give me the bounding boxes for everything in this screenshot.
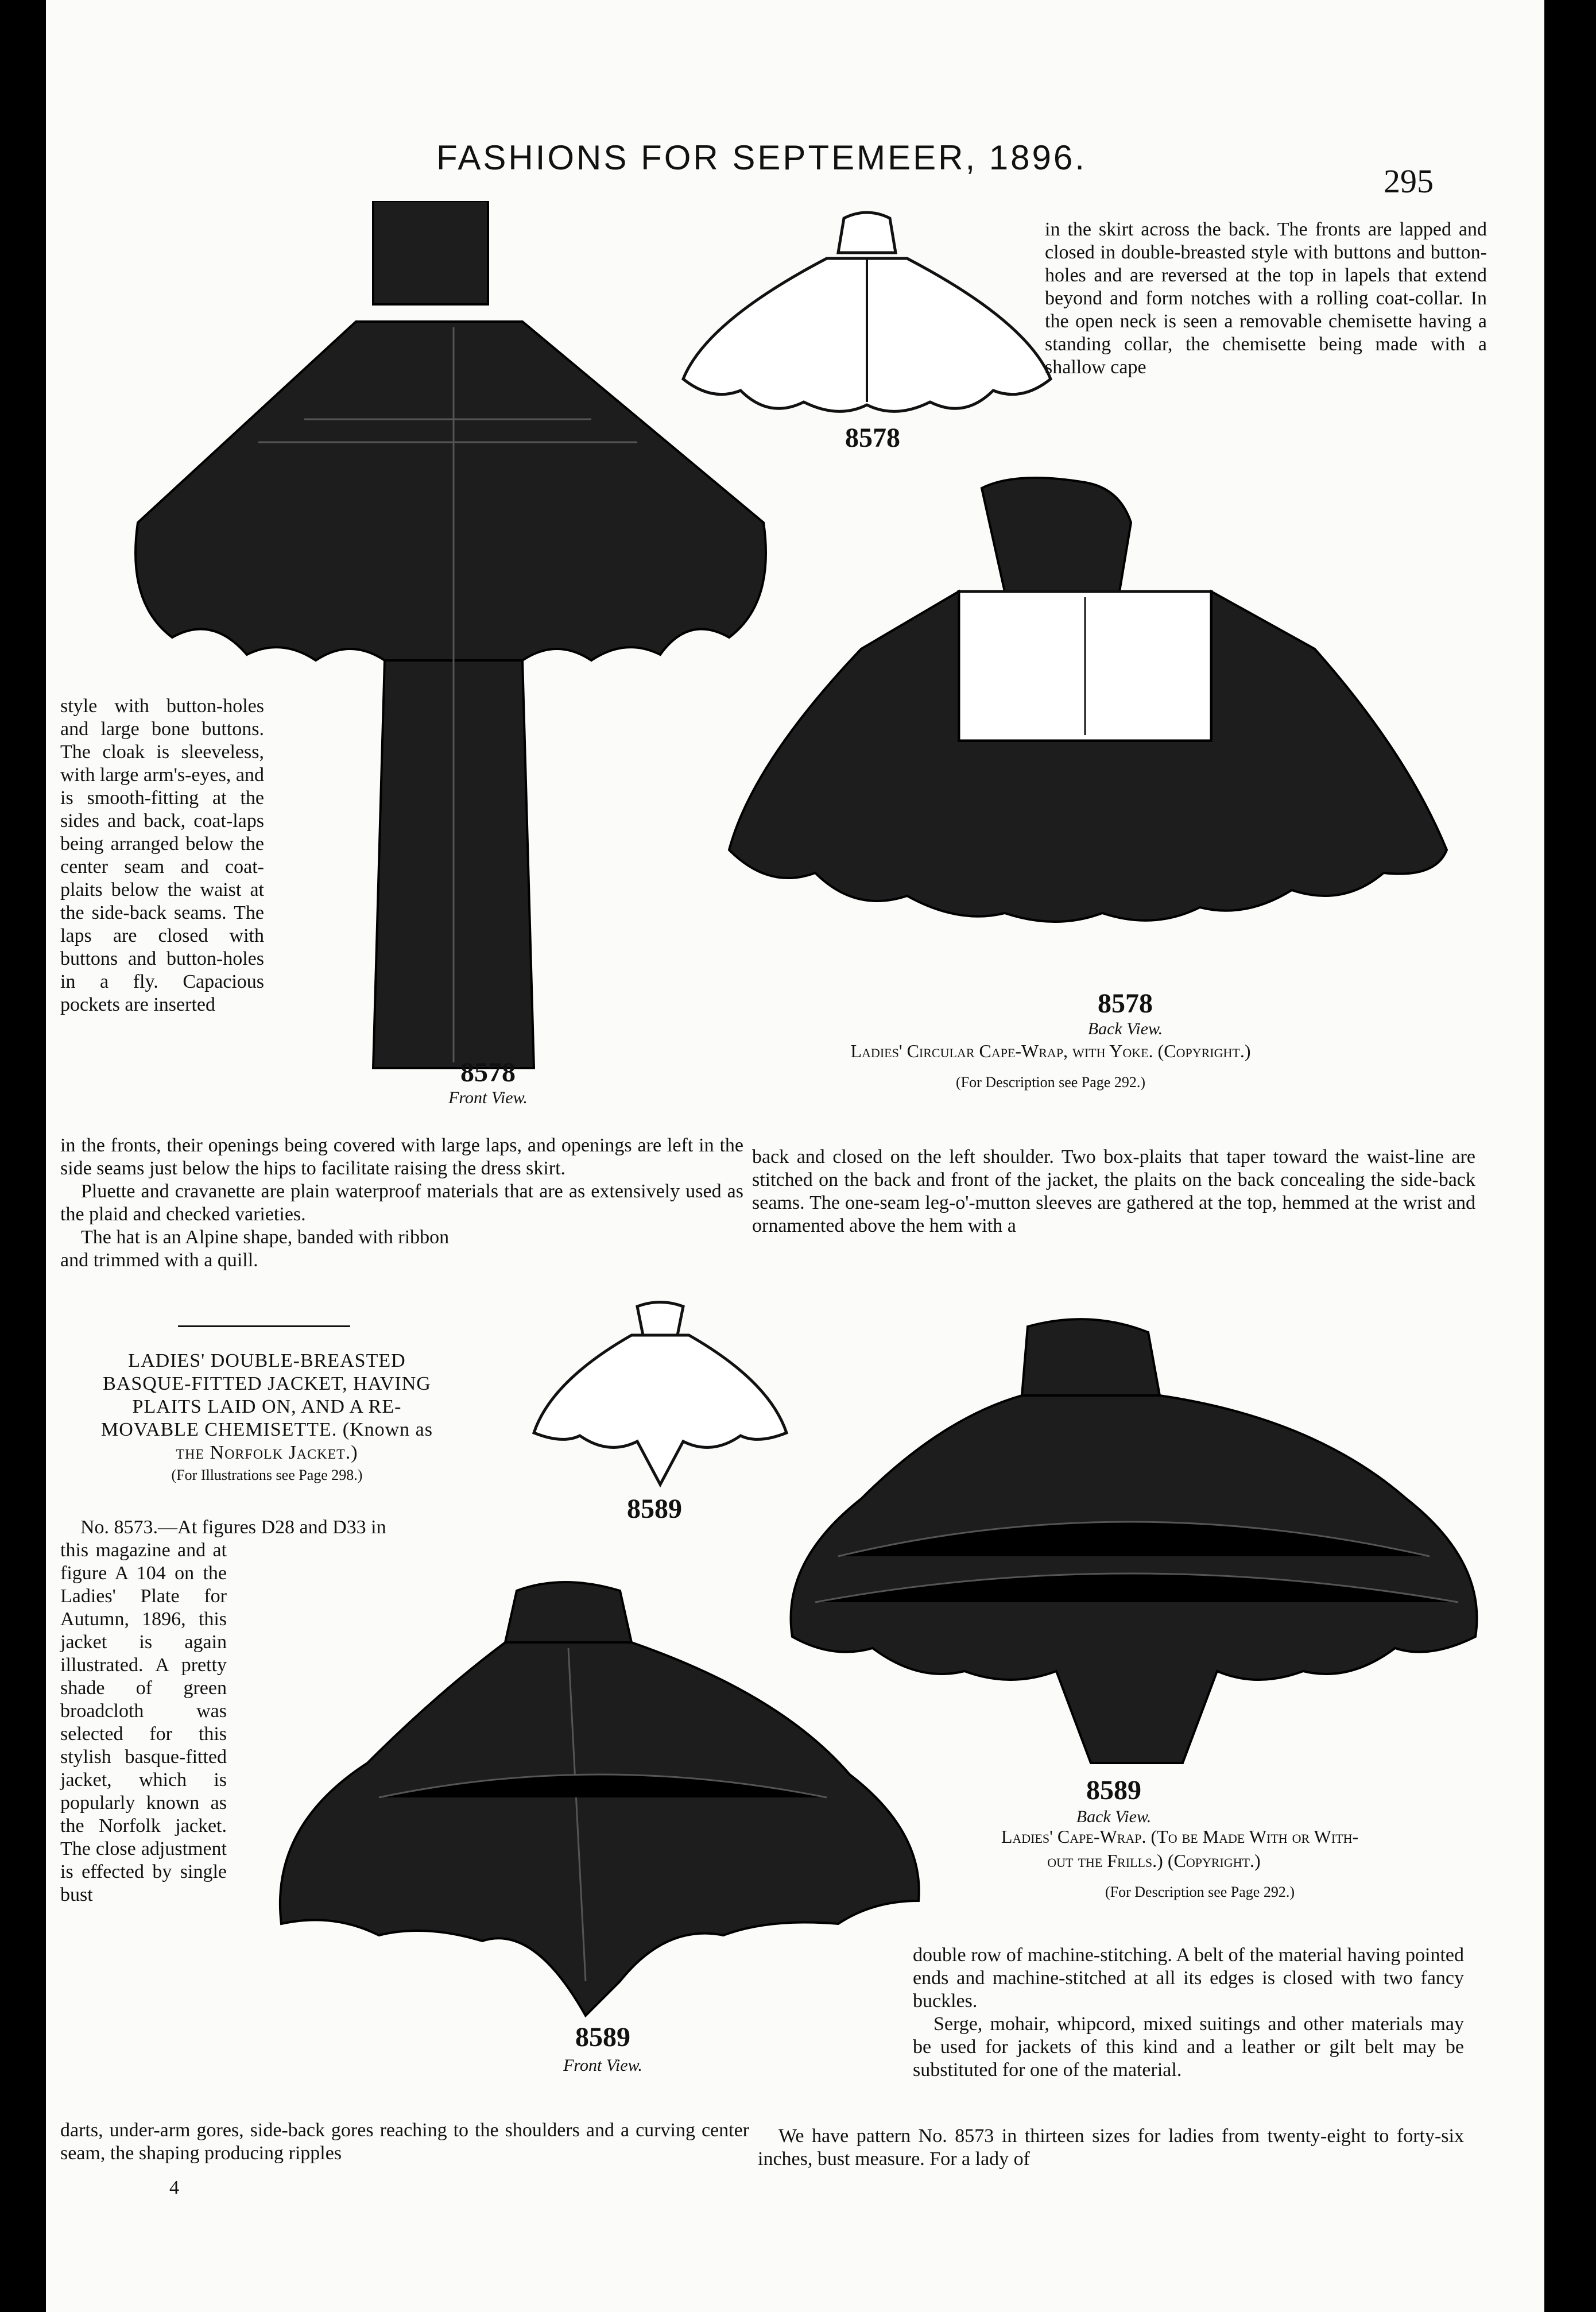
paragraph-materials: Pluette and cravanette are plain waterproof materials that are as extensively used as the plaid and checked varieties.	[60, 1181, 743, 1225]
article-heading-line-2: BASQUE-FITTED JACKET, HAVING	[103, 1373, 431, 1394]
figure-8578-back-number: 8578	[1098, 988, 1153, 1019]
figure-8589-front-view: Front View.	[563, 2056, 642, 2075]
text-block-right-bottom	[913, 1944, 1464, 2082]
figure-8578-back-view: Back View.	[1087, 1019, 1163, 1038]
illustration-8578-small	[672, 207, 1062, 436]
footer-signature-number: 4	[169, 2177, 179, 2198]
illustration-8589-small	[522, 1301, 798, 1490]
figure-8578-front-view: Front View.	[448, 1088, 528, 1107]
text-block-right-middle: back and closed on the left shoulder. Two box-plaits that taper toward the waist-line are stitched on the back and front of the jacket, the plaits on the back concealing the side-back seams. The one-seam leg-o'-mutton sleeves are gathered at the top, hemmed at the wrist and ornamented above the hem with a	[752, 1146, 1475, 1236]
figure-8589-small-number: 8589	[627, 1494, 682, 1524]
magazine-page	[46, 0, 1544, 2312]
figure-8589-caption-line-2: out the Frills.) (Copyright.)	[1047, 1850, 1261, 1871]
article-heading-line-5: the Norfolk Jacket.)	[176, 1442, 358, 1463]
article-narrow-column: this magazine and at figure A 104 on the Ladies' Plate for Autumn, 1896, this jacket is again illustrated. A pretty shade of green broadcloth was selected for this stylish basque-fitted jacket, which is popularly known as the Norfolk jacket. The close adjustment is effected by single bust	[60, 1540, 227, 1905]
figure-8578-description: (For Description see Page 292.)	[956, 1074, 1145, 1091]
article-heading-line-3: PLAITS LAID ON, AND A RE-	[132, 1396, 402, 1417]
paragraph-pattern-sizes: We have pattern No. 8573 in thirteen sizes for ladies from twenty-eight to forty-six inches, bust measure. For a lady of	[758, 2125, 1464, 2170]
article-illustrations-ref: (For Illustrations see Page 298.)	[171, 1467, 363, 1483]
figure-8589-caption-line-1: Ladies' Cape-Wrap. (To be Made With or With-	[1001, 1826, 1359, 1847]
figure-8578-front-number: 8578	[460, 1057, 516, 1088]
figure-8578-small-number: 8578	[845, 423, 900, 453]
article-heading-line-1: LADIES' DOUBLE-BREASTED	[128, 1350, 406, 1371]
page-header-title: FASHIONS FOR SEPTEMEER, 1896.	[436, 138, 1087, 177]
figure-8578-caption: Ladies' Circular Cape-Wrap, with Yoke. (Copyright.)	[850, 1041, 1251, 1061]
paragraph-hat: The hat is an Alpine shape, banded with ribbon and trimmed with a quill.	[60, 1227, 450, 1271]
section-divider	[178, 1325, 350, 1327]
text-block-left-full	[60, 1134, 743, 1272]
article-bottom-text: darts, under-arm gores, side-back gores reaching to the shoulders and a curving center seam, the shaping producing ripples	[60, 2120, 749, 2164]
text-block-top-right: in the skirt across the back. The fronts are lapped and closed in double-breasted style with buttons and button-holes and are reversed at the top in lapels that extend beyond and form notches with a rolling coat-collar. In the open neck is seen a removable chemisette having a standing collar, the chemisette being made with a shallow cape	[1045, 219, 1487, 378]
paragraph-pockets: in the fronts, their openings being covered with large laps, and openings are left in the side seams just below the hips to facilitate raising the dress skirt.	[60, 1135, 743, 1179]
figure-8589-front-number: 8589	[575, 2022, 630, 2052]
article-heading-line-4: MOVABLE CHEMISETTE. (Known as	[100, 1419, 433, 1440]
paragraph-fabrics: Serge, mohair, whipcord, mixed suitings and other materials may be used for jackets of this kind and a leather or gilt belt may be substituted for one of the material.	[913, 2013, 1464, 2081]
figure-8589-back-number: 8589	[1086, 1775, 1141, 1805]
page-number: 295	[1384, 163, 1434, 200]
paragraph-stitching: double row of machine-stitching. A belt of the material having pointed ends and machine-stitched at all its edges is closed with two fancy buckles.	[913, 1944, 1464, 2012]
figure-8589-description: (For Description see Page 292.)	[1105, 1884, 1295, 1900]
text-block-left-narrow: style with button-holes and large bone buttons. The cloak is sleeveless, with large arm's-eyes, and is smooth-fitting at the sides and back, coat-laps being arranged below the center seam and coat-plaits below the waist at the side-back seams. The laps are closed with buttons and button-holes in a fly. Capacious pockets are inserted	[60, 695, 264, 1015]
article-first-line: No. 8573.—At figures D28 and D33 in	[80, 1517, 386, 1538]
figure-8589-back-view: Back View.	[1076, 1807, 1152, 1826]
article-heading	[60, 1350, 474, 1484]
illustration-8578-back	[718, 477, 1458, 993]
illustration-8589-back	[769, 1315, 1498, 1780]
